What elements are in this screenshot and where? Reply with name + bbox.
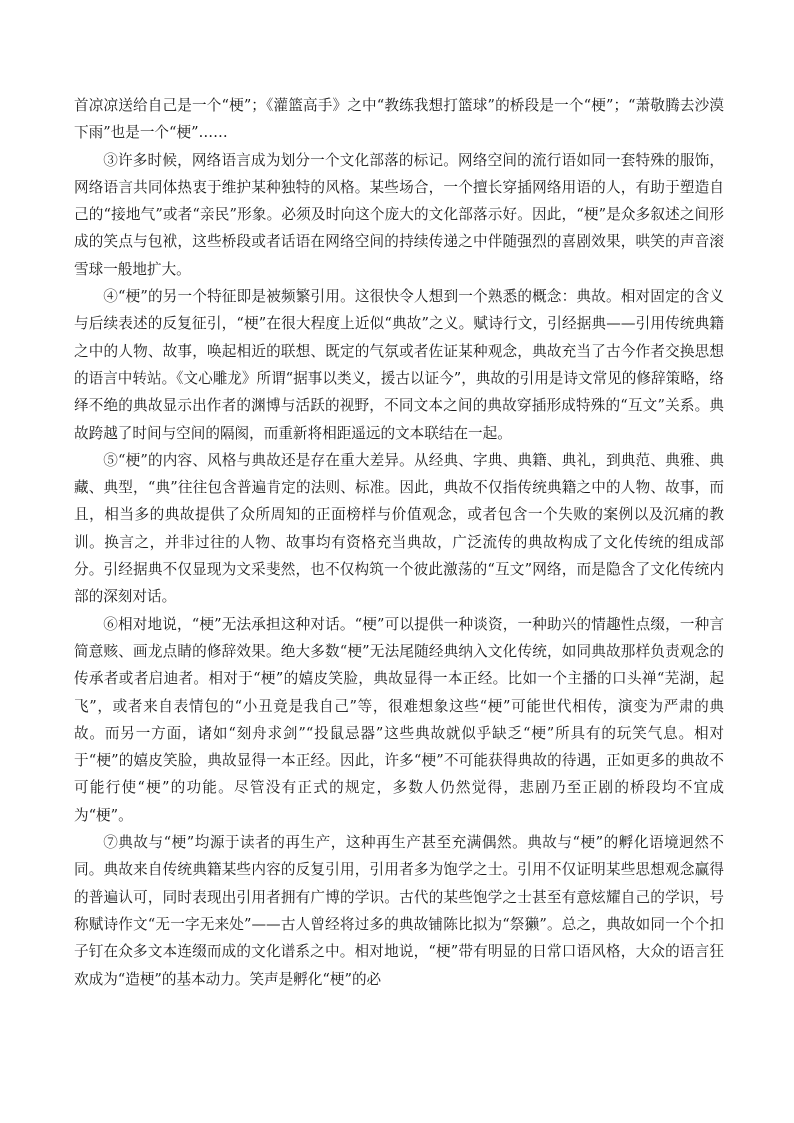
paragraph-4: ④“梗”的另一个特征即是被频繁引用。这很快令人想到一个熟悉的概念：典故。相对固定的含义与后续表述的反复征引，“梗”在很大程度上近似“典故”之义。赋诗行文，引经据典——引用传统典籍之中的人物、故事，唤起相近的联想、既定的气氛或者佐证某种观念，典故充当了古今作者交换思想的语言中转站。《文心雕龙》所谓“据事以类义，援古以证今”，典故的引用是诗文常见的修辞策略，络绎不绝的典故显示出作者的渊博与活跃的视野，不同文本之间的典故穿插形成特殊的“互文”关系。典故跨越了时间与空间的隔阂，而重新将相距遥远的文本联结在一起。 xyxy=(74,288,724,442)
paragraph-5: ⑤“梗”的内容、风格与典故还是存在重大差异。从经典、字典、典籍、典礼，到典范、典雅、典藏、典型，“典”往往包含普遍肯定的法则、标准。因此，典故不仅指传统典籍之中的人物、故事，而且，相当多的典故提供了众所周知的正面榜样与价值观念，或者包含一个失败的案例以及沉痛的教训。换言之，并非过往的人物、故事均有资格充当典故，广泛流传的典故构成了文化传统的组成部分。引经据典不仅显现为文采斐然，也不仅构筑一个彼此激荡的“互文”网络，而是隐含了文化传统内部的深刻对话。 xyxy=(74,451,724,606)
paragraph-7: ⑦典故与“梗”均源于读者的再生产，这种再生产甚至充满偶然。典故与“梗”的孵化语境迥然不同。典故来自传统典籍某些内容的反复引用，引用者多为饱学之士。引用不仅证明某些思想观念赢得的普遍认可，同时表现出引用者拥有广博的学识。古代的某些饱学之士甚至有意炫耀自己的学识，号称赋诗作文“无一字无来处”——古人曾经将过多的典故铺陈比拟为“祭獭”。总之，典故如同一个个扣子钉在众多文本连缀而成的文化谱系之中。相对地说，“梗”带有明显的日常口语风格，大众的语言狂欢成为“造梗”的基本动力。笑声是孵化“梗”的必 xyxy=(74,834,724,988)
paragraph-3: ③许多时候，网络语言成为划分一个文化部落的标记。网络空间的流行语如同一套特殊的服饰，网络语言共同体热衷于维护某种独特的风格。某些场合，一个擅长穿插网络用语的人，有助于塑造自己的“接地气”或者“亲民”形象。必须及时向这个庞大的文化部落示好。因此，“梗”是众多叙述之间形成的笑点与包袱，这些桥段或者话语在网络空间的持续传递之中伴随强烈的喜剧效果，哄笑的声音滚雪球一般地扩大。 xyxy=(74,151,724,278)
paragraph-6: ⑥相对地说，“梗”无法承担这种对话。“梗”可以提供一种谈资，一种助兴的情趣性点缀，一种言简意赅、画龙点睛的修辞效果。绝大多数“梗”无法尾随经典纳入文化传统，如同典故那样负责观念的传承者或者启迪者。相对于“梗”的嬉皮笑脸，典故显得一本正经。比如一个主播的口头禅“芜湖，起飞”，或者来自表情包的“小丑竟是我自己”等，很难想象这些“梗”可能世代相传，演变为严肃的典故。而另一方面，诸如“刻舟求剑”“投鼠忌器”这些典故就似乎缺乏“梗”所具有的玩笑气息。相对于“梗”的嬉皮笑脸，典故显得一本正经。因此，许多“梗”不可能获得典故的待遇，正如更多的典故不可能行使“梗”的功能。尽管没有正式的规定，多数人仍然觉得，悲剧乃至正剧的桥段均不宜成为“梗”。 xyxy=(74,615,724,824)
paragraph-1-continued: 首凉凉送给自己是一个“梗”；《灌篮高手》之中“教练我想打篮球”的桥段是一个“梗”；“萧敬腾去沙漠下雨”也是一个“梗”…… xyxy=(74,97,724,142)
document-page xyxy=(74,92,724,993)
